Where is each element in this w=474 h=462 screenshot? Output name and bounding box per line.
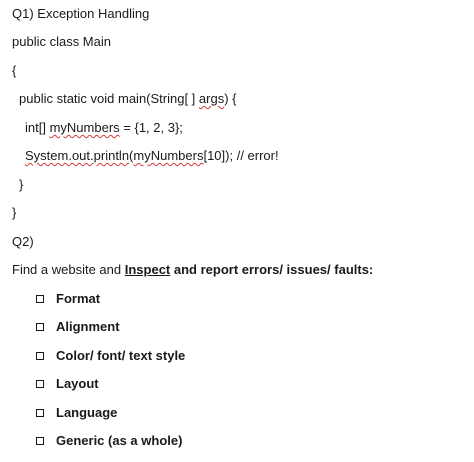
array-declaration-variable: myNumbers <box>49 120 120 135</box>
q2-prompt-suffix: and report errors/ issues/ faults: <box>170 262 374 277</box>
code-class-declaration: public class Main <box>12 34 111 49</box>
code-main-signature <box>19 91 237 107</box>
checklist-item-alignment <box>36 319 120 335</box>
main-signature-prefix: public static void main(String[ ] <box>19 91 199 106</box>
checklist-label: Format <box>56 291 101 306</box>
code-open-brace: { <box>12 63 17 78</box>
checklist-label: Color/ font/ text style <box>56 348 186 363</box>
print-call: System.out.println <box>25 148 130 163</box>
print-variable: myNumbers <box>133 148 204 163</box>
q1-title: Q1) Exception Handling <box>12 6 150 21</box>
main-signature-suffix: ) { <box>224 91 237 106</box>
checkbox-icon <box>36 437 44 445</box>
checkbox-icon <box>36 409 44 417</box>
code-outer-close-brace: } <box>12 205 17 220</box>
array-declaration-suffix: = {1, 2, 3}; <box>119 120 183 135</box>
checklist-item-color-font-text-style <box>36 348 185 364</box>
print-open-paren: ( <box>129 148 134 163</box>
checklist-item-generic <box>36 433 182 449</box>
q2-prompt-prefix: Find a website and <box>12 262 125 277</box>
checkbox-icon <box>36 380 44 388</box>
q2-prompt <box>12 262 373 278</box>
checklist-label: Layout <box>56 376 99 391</box>
main-signature-args: args <box>198 91 225 106</box>
checkbox-icon <box>36 295 44 303</box>
checklist-item-language <box>36 405 117 421</box>
q2-title: Q2) <box>12 234 34 249</box>
checklist-item-layout <box>36 376 99 392</box>
array-declaration-prefix: int[] <box>25 120 50 135</box>
checklist-label: Alignment <box>56 319 120 334</box>
print-suffix: [10]); // error! <box>203 148 279 163</box>
code-array-declaration <box>25 120 183 136</box>
checklist-label: Generic (as a whole) <box>56 433 183 448</box>
checkbox-icon <box>36 352 44 360</box>
code-inner-close-brace: } <box>19 177 24 192</box>
checklist-label: Language <box>56 405 118 420</box>
checkbox-icon <box>36 323 44 331</box>
q2-prompt-inspect: Inspect <box>124 262 171 277</box>
checklist-item-format <box>36 291 100 307</box>
code-print-statement <box>25 148 279 164</box>
